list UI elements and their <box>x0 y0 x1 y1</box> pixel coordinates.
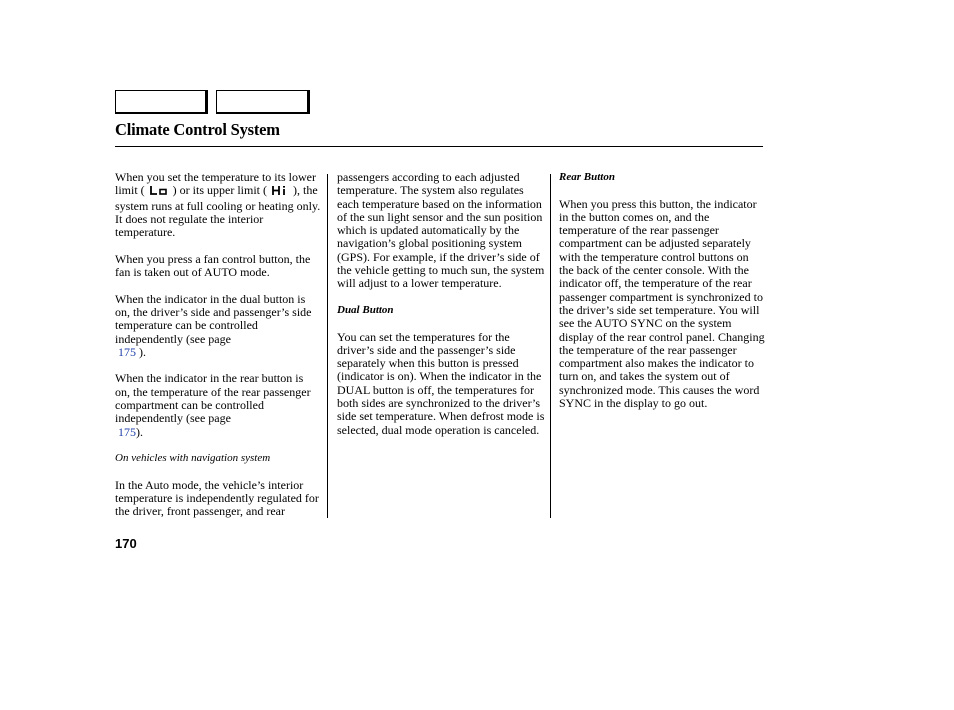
paragraph-text: When you set the temperature to its lower limit ( <box>115 170 316 198</box>
rear-indicator-paragraph <box>115 372 321 438</box>
paragraph-text: ). <box>139 344 146 359</box>
column-divider-2 <box>550 174 551 518</box>
temperature-limit-paragraph <box>115 171 321 239</box>
header-tab-1 <box>115 90 208 114</box>
paragraph-text: When the indicator in the rear button is on, the temperature of the rear passenger compartment can be controlled independently (see page <box>115 371 311 426</box>
auto-mode-paragraph: In the Auto mode, the vehicle’s interior temperature is independently regulated for the driver, front passenger, and rear <box>115 477 319 519</box>
column-2 <box>337 171 545 437</box>
page-number: 170 <box>115 536 137 551</box>
page-175-link[interactable]: 175 <box>118 424 136 439</box>
paragraph-text: ). <box>136 424 143 439</box>
rear-button-heading: Rear Button <box>559 171 615 183</box>
fan-control-paragraph: When you press a fan control button, the fan is taken out of AUTO mode. <box>115 251 311 280</box>
paragraph-text: ) or its upper limit ( <box>172 183 267 198</box>
dual-button-paragraph: You can set the temperatures for the driver’s side and the passenger’s side separately when this button is pressed (indicator is on). When the indicator in the DUAL button is off, the temperatures for both sides are synchronized to the driver’s side set temperature. When defrost mode is selected, dual mode operation is canceled. <box>337 329 545 437</box>
title-divider <box>115 146 763 147</box>
column-3 <box>559 171 765 410</box>
page-title: Climate Control System <box>115 120 280 139</box>
hi-display-icon <box>271 185 289 199</box>
column-divider-1 <box>327 174 328 518</box>
lo-display-icon <box>149 185 169 199</box>
dual-button-heading: Dual Button <box>337 303 394 316</box>
column-1 <box>115 171 321 519</box>
auto-mode-continued-paragraph: passengers according to each adjusted temperature. The system also regulates each temperature based on the information of the sun light sensor and the sun position which is updated automatically by the navigation’s global positioning system (GPS). For example, if the driver’s side of the vehicle getting to much sun, the system will adjust to a lower temperature. <box>337 170 545 291</box>
page-175-link[interactable]: 175 <box>118 344 136 359</box>
rear-button-paragraph: When you press this button, the indicator in the button comes on, and the temperature of the rear passenger compartment can be adjusted separately with the temperature control buttons on the back of the center console. With the indicator off, the temperature of the rear passenger compartment is synchronized to the driver’s side set temperature. You will see the AUTO SYNC on the system display of the rear control panel. Changing the temperature of the rear passenger compartment also makes the indicator to turn on, and takes the system out of synchronized mode. This causes the word SYNC in the display to go out. <box>559 196 765 411</box>
paragraph-text: When the indicator in the dual button is on, the driver’s side and passenger’s side temperature can be controlled independently (see page <box>115 291 312 346</box>
navigation-note: On vehicles with navigation system <box>115 452 271 465</box>
header-tab-2 <box>216 90 310 114</box>
dual-indicator-paragraph <box>115 293 321 359</box>
paragraph-text: ), the system runs at full cooling or heating only. It does not regulate the interior temperature. <box>115 183 321 240</box>
